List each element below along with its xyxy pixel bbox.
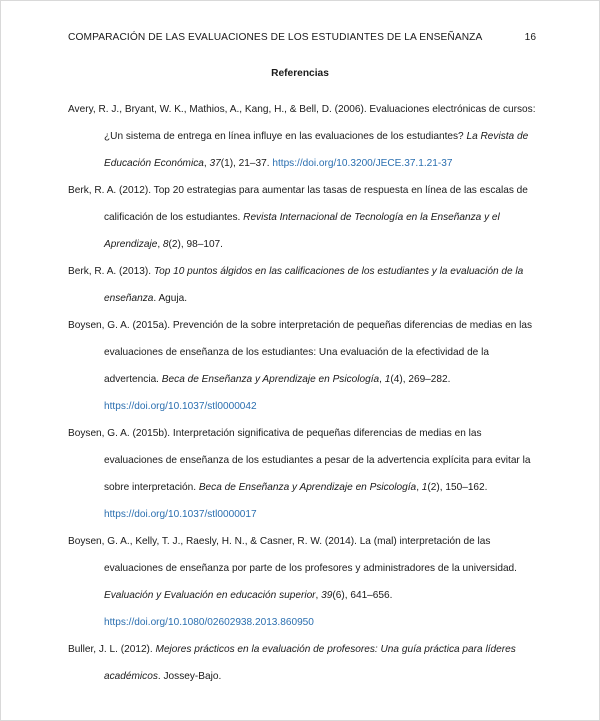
doi-link[interactable]: https://doi.org/10.1080/02602938.2013.860950 <box>104 617 314 628</box>
running-head: COMPARACIÓN DE LAS EVALUACIONES DE LOS ESTUDIANTES DE LA ENSEÑANZA <box>68 32 483 43</box>
doi-link[interactable]: https://doi.org/10.1037/stl0000017 <box>104 509 257 520</box>
reference-item: Boysen, G. A., Kelly, T. J., Raesly, H. N., & Casner, R. W. (2014). La (mal) interpretación de las evaluaciones de enseñanza por parte de los profesores y administradores de la universidad. Evaluación y Evaluación en educación superior, 39(6), 641–656. https://doi.org/10.1080/02602938.2013.860950 <box>68 536 517 628</box>
doi-link[interactable]: https://doi.org/10.3200/JECE.37.1.21-37 <box>272 158 453 169</box>
reference-item: Boysen, G. A. (2015b). Interpretación significativa de pequeñas diferencias de medias en las evaluaciones de enseñanza de los estudiantes a pesar de la advertencia explícita para evitar la sobre interpretación. Beca de Enseñanza y Aprendizaje en Psicología, 1(2), 150–162. https://doi.org/10.1037/stl0000017 <box>68 428 531 520</box>
section-title: Referencias <box>271 68 329 79</box>
reference-item: Berk, R. A. (2013). Top 10 puntos álgidos en las calificaciones de los estudiantes y la evaluación de la enseñanza. Aguja. <box>68 266 524 304</box>
reference-item: Boysen, G. A. (2015a). Prevención de la sobre interpretación de pequeñas diferencias de medias en las evaluaciones de enseñanza de los estudiantes: Una evaluación de la efectividad de la advertencia. Beca de Enseñanza y Aprendizaje en Psicología, 1(4), 269–282. https://doi.org/10.1037/stl0000042 <box>68 320 533 412</box>
doi-link[interactable]: https://doi.org/10.1037/stl0000042 <box>104 401 257 412</box>
reference-item: Berk, R. A. (2012). Top 20 estrategias para aumentar las tasas de respuesta en línea de las escalas de calificación de los estudiantes. Revista Internacional de Tecnología en la Enseñanza y el Aprendizaje, 8(2), 98–107. <box>68 185 528 250</box>
reference-item: Buller, J. L. (2012). Mejores prácticos en la evaluación de profesores: Una guía práctica para líderes académicos. Jossey-Bajo. <box>68 644 516 682</box>
reference-item: Avery, R. J., Bryant, W. K., Mathios, A., Kang, H., & Bell, D. (2006). Evaluaciones electrónicas de cursos: ¿Un sistema de entrega en línea influye en las evaluaciones de los estudiantes? La Revista de Educación Económica, 37(1), 21–37. https://doi.org/10.3200/JECE.37.1.21-37 <box>68 104 536 169</box>
page-number: 16 <box>524 32 536 43</box>
reference-list <box>68 96 538 690</box>
